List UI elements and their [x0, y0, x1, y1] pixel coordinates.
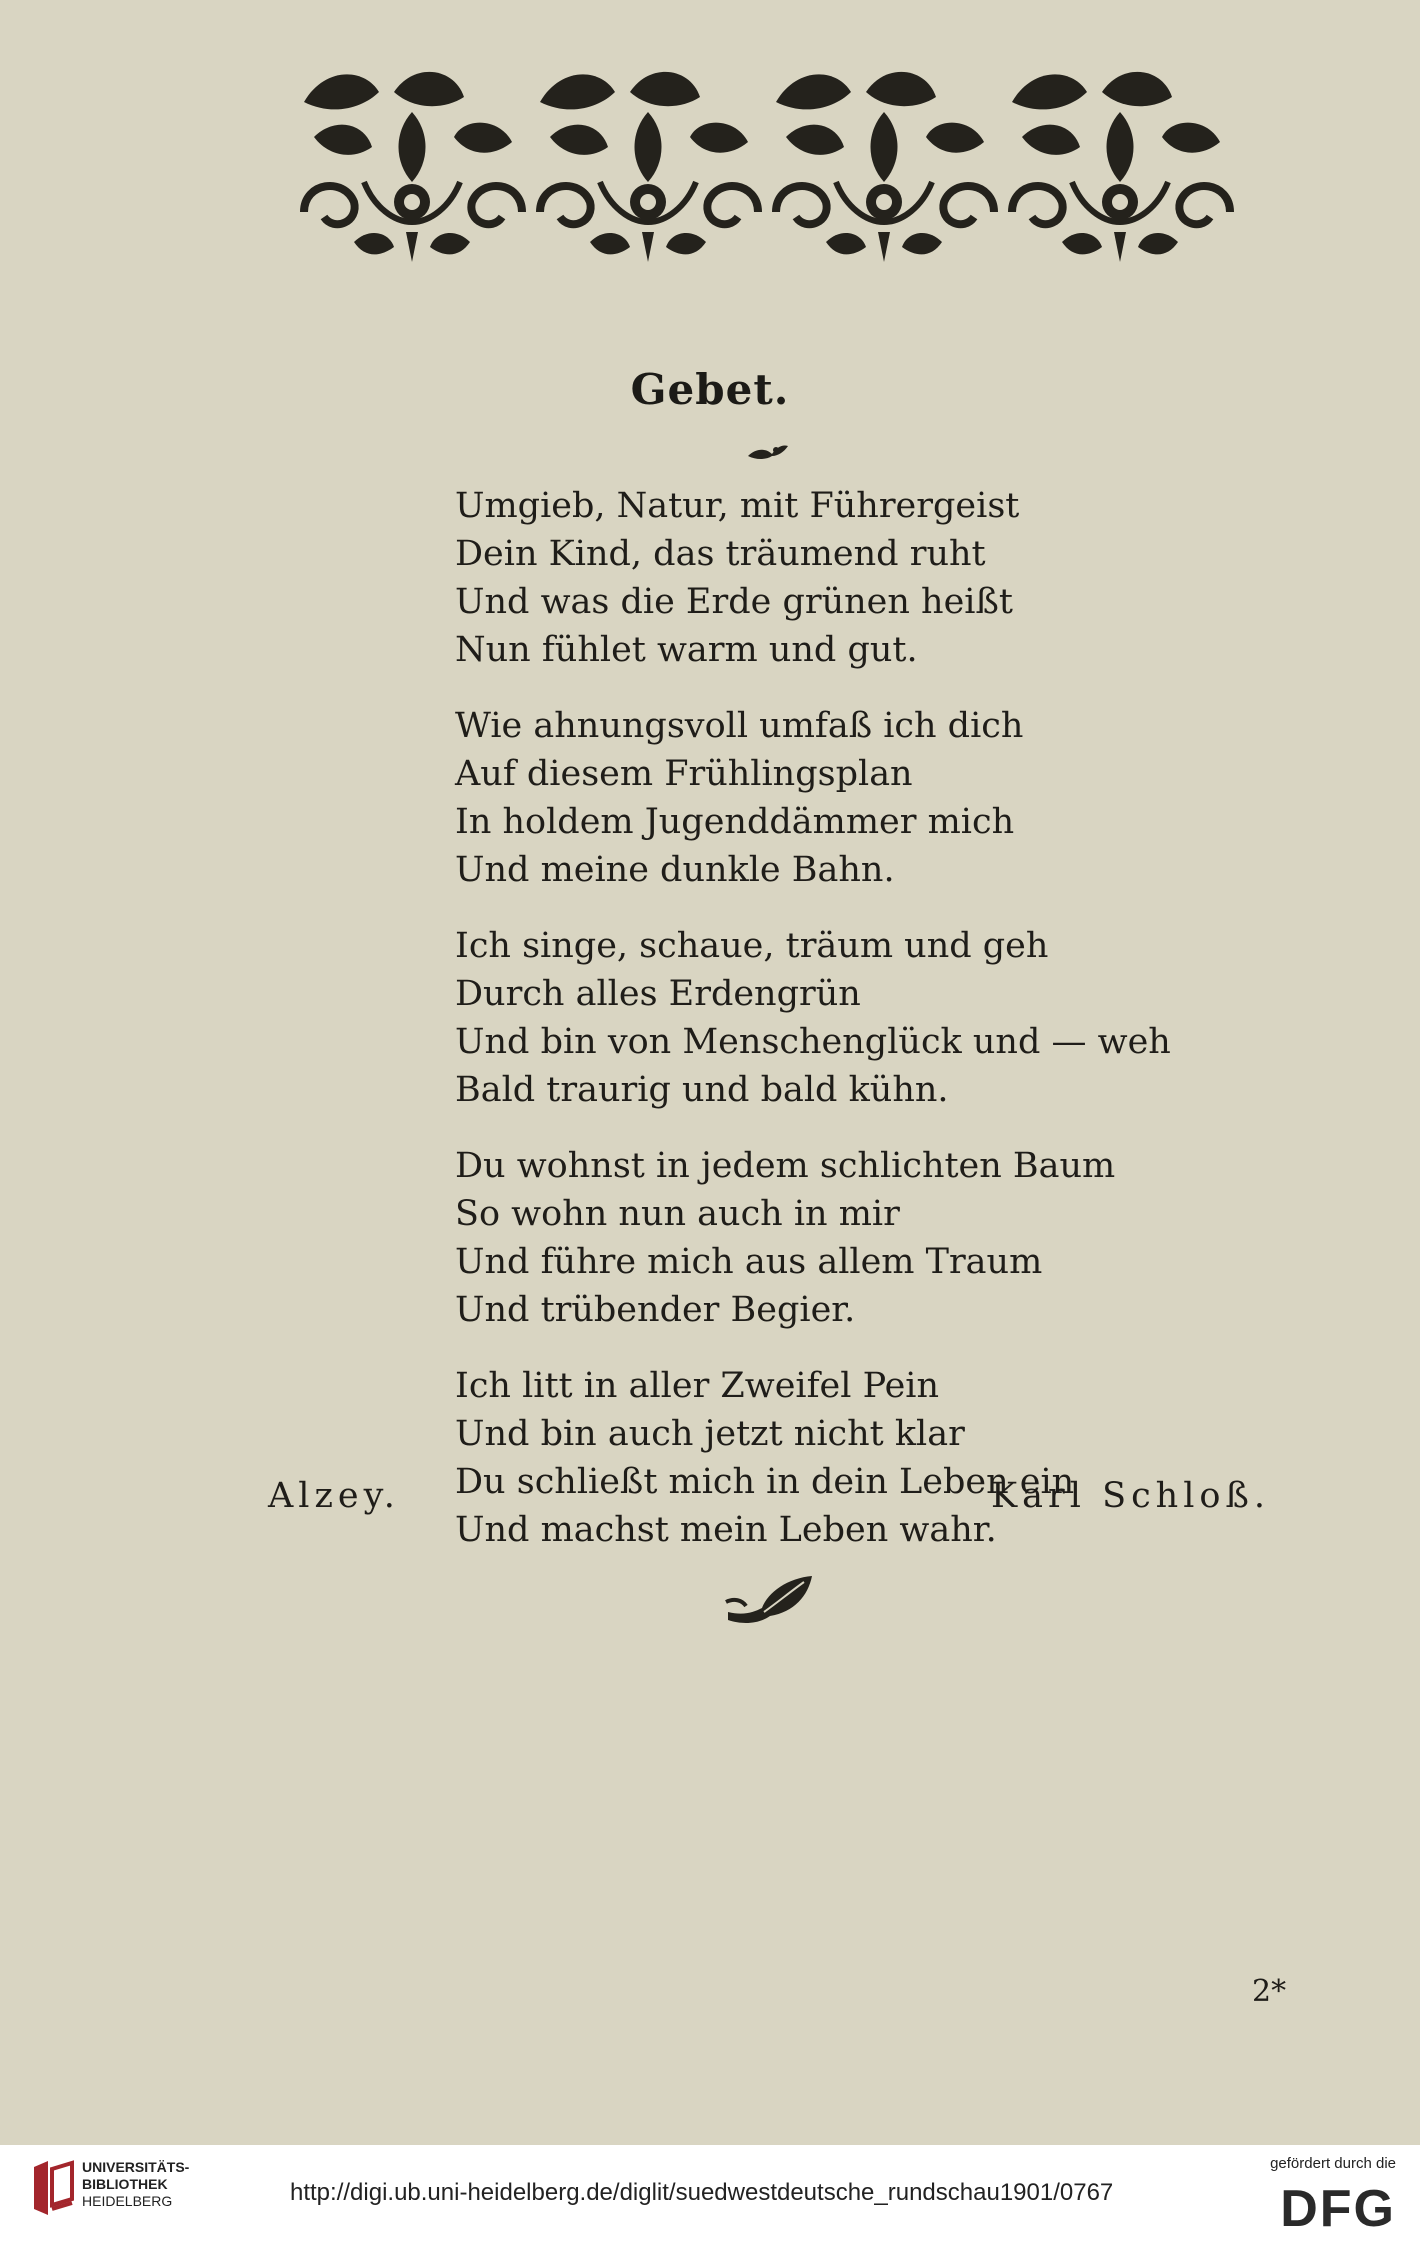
dfg-logo: DFG — [1280, 2180, 1396, 2238]
floral-ornament-band — [294, 62, 1238, 268]
funded-by-text: gefördert durch die — [1270, 2155, 1396, 2172]
poem-line: Nun fühlet warm und gut. — [455, 630, 918, 670]
small-flourish-icon — [746, 440, 790, 466]
poem-line: Und bin von Menschenglück und — weh — [455, 1022, 1171, 1062]
place-name: Alzey. — [268, 1476, 400, 1516]
poem-body — [455, 482, 1175, 1582]
poem-line: Und trübender Begier. — [455, 1290, 856, 1330]
page-number: 2* — [1252, 1974, 1287, 2009]
poem-line: Dein Kind, das träumend ruht — [455, 534, 986, 574]
stanza — [455, 702, 1175, 894]
library-name-line: HEIDELBERG — [82, 2193, 173, 2209]
poem-line: Und bin auch jetzt nicht klar — [455, 1414, 965, 1454]
footer-bar — [0, 2145, 1420, 2241]
stanza — [455, 922, 1175, 1114]
poem-line: Du schließt mich in dein Leben ein — [455, 1462, 1075, 1502]
poem-line: Ich singe, schaue, träum und geh — [455, 926, 1049, 966]
library-name-line: BIBLIOTHEK — [82, 2176, 168, 2192]
poem-line: Wie ahnungsvoll umfaß ich dich — [455, 706, 1024, 746]
poem-line: So wohn nun auch in mir — [455, 1194, 900, 1234]
poem-line: Und meine dunkle Bahn. — [455, 850, 895, 890]
poem-line: Und führe mich aus allem Traum — [455, 1242, 1043, 1282]
poem-title: Gebet. — [630, 365, 790, 414]
library-name-line: UNIVERSITÄTS- — [82, 2159, 190, 2175]
poem-line: Bald traurig und bald kühn. — [455, 1070, 949, 1110]
stanza — [455, 1142, 1175, 1334]
stanza — [455, 482, 1175, 674]
library-logo-icon — [30, 2159, 76, 2219]
library-name — [82, 2159, 189, 2210]
poem-line: Umgieb, Natur, mit Führergeist — [455, 486, 1020, 526]
poem-line: Durch alles Erdengrün — [455, 974, 861, 1014]
poem-line: Ich litt in aller Zweifel Pein — [455, 1366, 940, 1406]
source-url-link[interactable]: http://digi.ub.uni-heidelberg.de/diglit/suedwestdeutsche_rundschau1901/0767 — [290, 2179, 1114, 2206]
stanza — [455, 1362, 1175, 1554]
author-name: Karl Schloß. — [991, 1476, 1270, 1516]
poem-line: Auf diesem Frühlingsplan — [455, 754, 913, 794]
poem-line: In holdem Jugenddämmer mich — [455, 802, 1015, 842]
leaf-ornament-icon — [724, 1572, 816, 1628]
poem-line: Du wohnst in jedem schlichten Baum — [455, 1146, 1116, 1186]
poem-line: Und was die Erde grünen heißt — [455, 582, 1013, 622]
poem-line: Und machst mein Leben wahr. — [455, 1510, 997, 1550]
